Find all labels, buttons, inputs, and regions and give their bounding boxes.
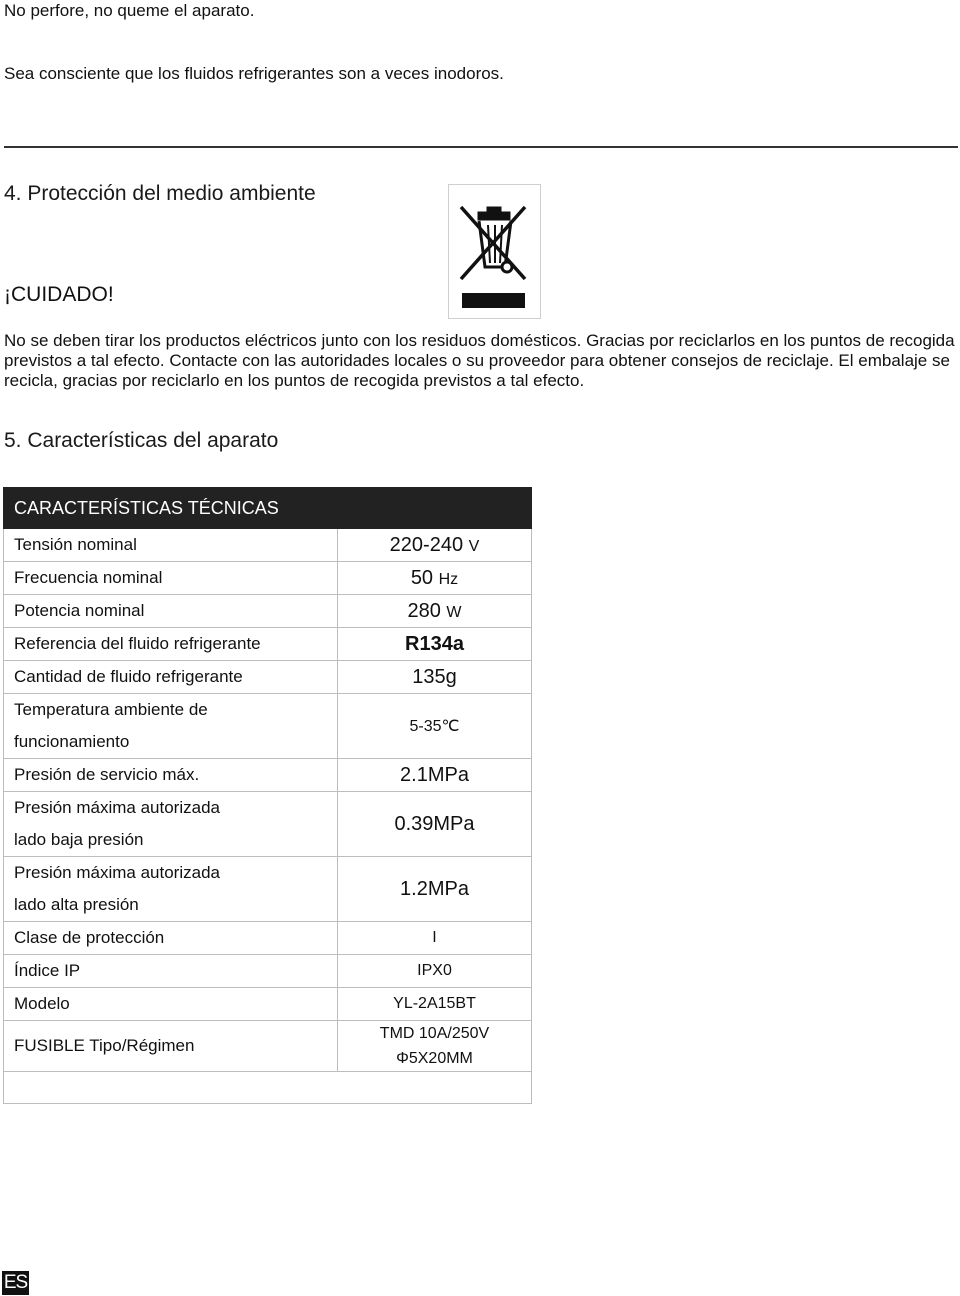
spec-value [338, 529, 532, 562]
spec-value: 2.1MPa [338, 759, 532, 792]
spec-value: I [338, 922, 532, 955]
table-row [4, 857, 532, 922]
spec-value: 1.2MPa [338, 857, 532, 922]
table-row [4, 694, 532, 759]
spec-value [338, 562, 532, 595]
spec-label: Cantidad de fluido refrigerante [4, 661, 338, 694]
spec-value-line: TMD 10A/250V [379, 1025, 490, 1042]
spec-value-unit: Hz [438, 570, 459, 588]
spec-value-unit: V [468, 537, 480, 555]
table-row [4, 1072, 532, 1104]
specs-table-title: CARACTERÍSTICAS TÉCNICAS [4, 488, 532, 529]
language-badge: ES [3, 1272, 28, 1293]
environment-body: No se deben tirar los productos eléctricos junto con los residuos domésticos. Gracias por reciclarlos en los puntos de recogida previstos a tal efecto. Contacte con las autoridades locales o su proveedor para obtener consejos de reciclaje. El embalaje se recicla, gracias por reciclarlo en los puntos de recogida previstos a tal efecto. [4, 331, 955, 390]
specs-table-header [4, 488, 532, 529]
spec-label: Modelo [4, 988, 338, 1021]
spec-value: 0.39MPa [338, 792, 532, 857]
table-row [4, 955, 532, 988]
spec-label: Clase de protección [4, 922, 338, 955]
spec-value [338, 595, 532, 628]
table-row [4, 628, 532, 661]
section-divider [4, 146, 958, 148]
table-row [4, 988, 532, 1021]
specs-table [3, 487, 532, 1104]
table-row [4, 792, 532, 857]
spec-value: IPX0 [338, 955, 532, 988]
spec-label: Frecuencia nominal [4, 562, 338, 595]
table-row [4, 922, 532, 955]
spec-value: R134a [338, 628, 532, 661]
environment-heading: 4. Protección del medio ambiente [4, 182, 316, 205]
empty-row [4, 1072, 532, 1104]
safety-line-1: No perfore, no queme el aparato. [4, 1, 255, 20]
spec-value-number: 280 [407, 599, 441, 622]
spec-value-number: 220-240 [389, 533, 464, 556]
spec-label-line: lado baja presión [14, 830, 144, 849]
spec-value-unit: W [446, 603, 462, 621]
caution-label: ¡CUIDADO! [4, 283, 114, 306]
features-heading: 5. Características del aparato [4, 429, 279, 452]
table-row [4, 595, 532, 628]
safety-line-2: Sea consciente que los fluidos refrigerantes son a veces inodoros. [4, 64, 504, 83]
spec-label: Presión de servicio máx. [4, 759, 338, 792]
spec-label-line: lado alta presión [14, 895, 139, 914]
spec-label: Índice IP [4, 955, 338, 988]
table-row [4, 759, 532, 792]
spec-label-line: Presión máxima autorizada [14, 798, 220, 817]
spec-value: 135g [338, 661, 532, 694]
spec-label-line: Temperatura ambiente de [14, 700, 208, 719]
table-row [4, 562, 532, 595]
spec-label: Tensión nominal [4, 529, 338, 562]
spec-label: Potencia nominal [4, 595, 338, 628]
spec-label [4, 857, 338, 922]
spec-value-line: Φ5X20MM [396, 1050, 473, 1067]
table-row [4, 661, 532, 694]
spec-value-number: 50 [410, 566, 434, 589]
crossed-out-wheelie-bin-icon [449, 185, 540, 318]
weee-logo [448, 184, 541, 319]
spec-value [338, 1021, 532, 1072]
spec-label-line: Presión máxima autorizada [14, 863, 220, 882]
spec-label-line: funcionamiento [14, 732, 130, 751]
spec-label [4, 792, 338, 857]
table-row [4, 529, 532, 562]
spec-label: Referencia del fluido refrigerante [4, 628, 338, 661]
spec-value: 5-35℃ [338, 694, 532, 759]
spec-label [4, 694, 338, 759]
table-row [4, 1021, 532, 1072]
spec-label: FUSIBLE Tipo/Régimen [4, 1021, 338, 1072]
spec-value: YL-2A15BT [338, 988, 532, 1021]
